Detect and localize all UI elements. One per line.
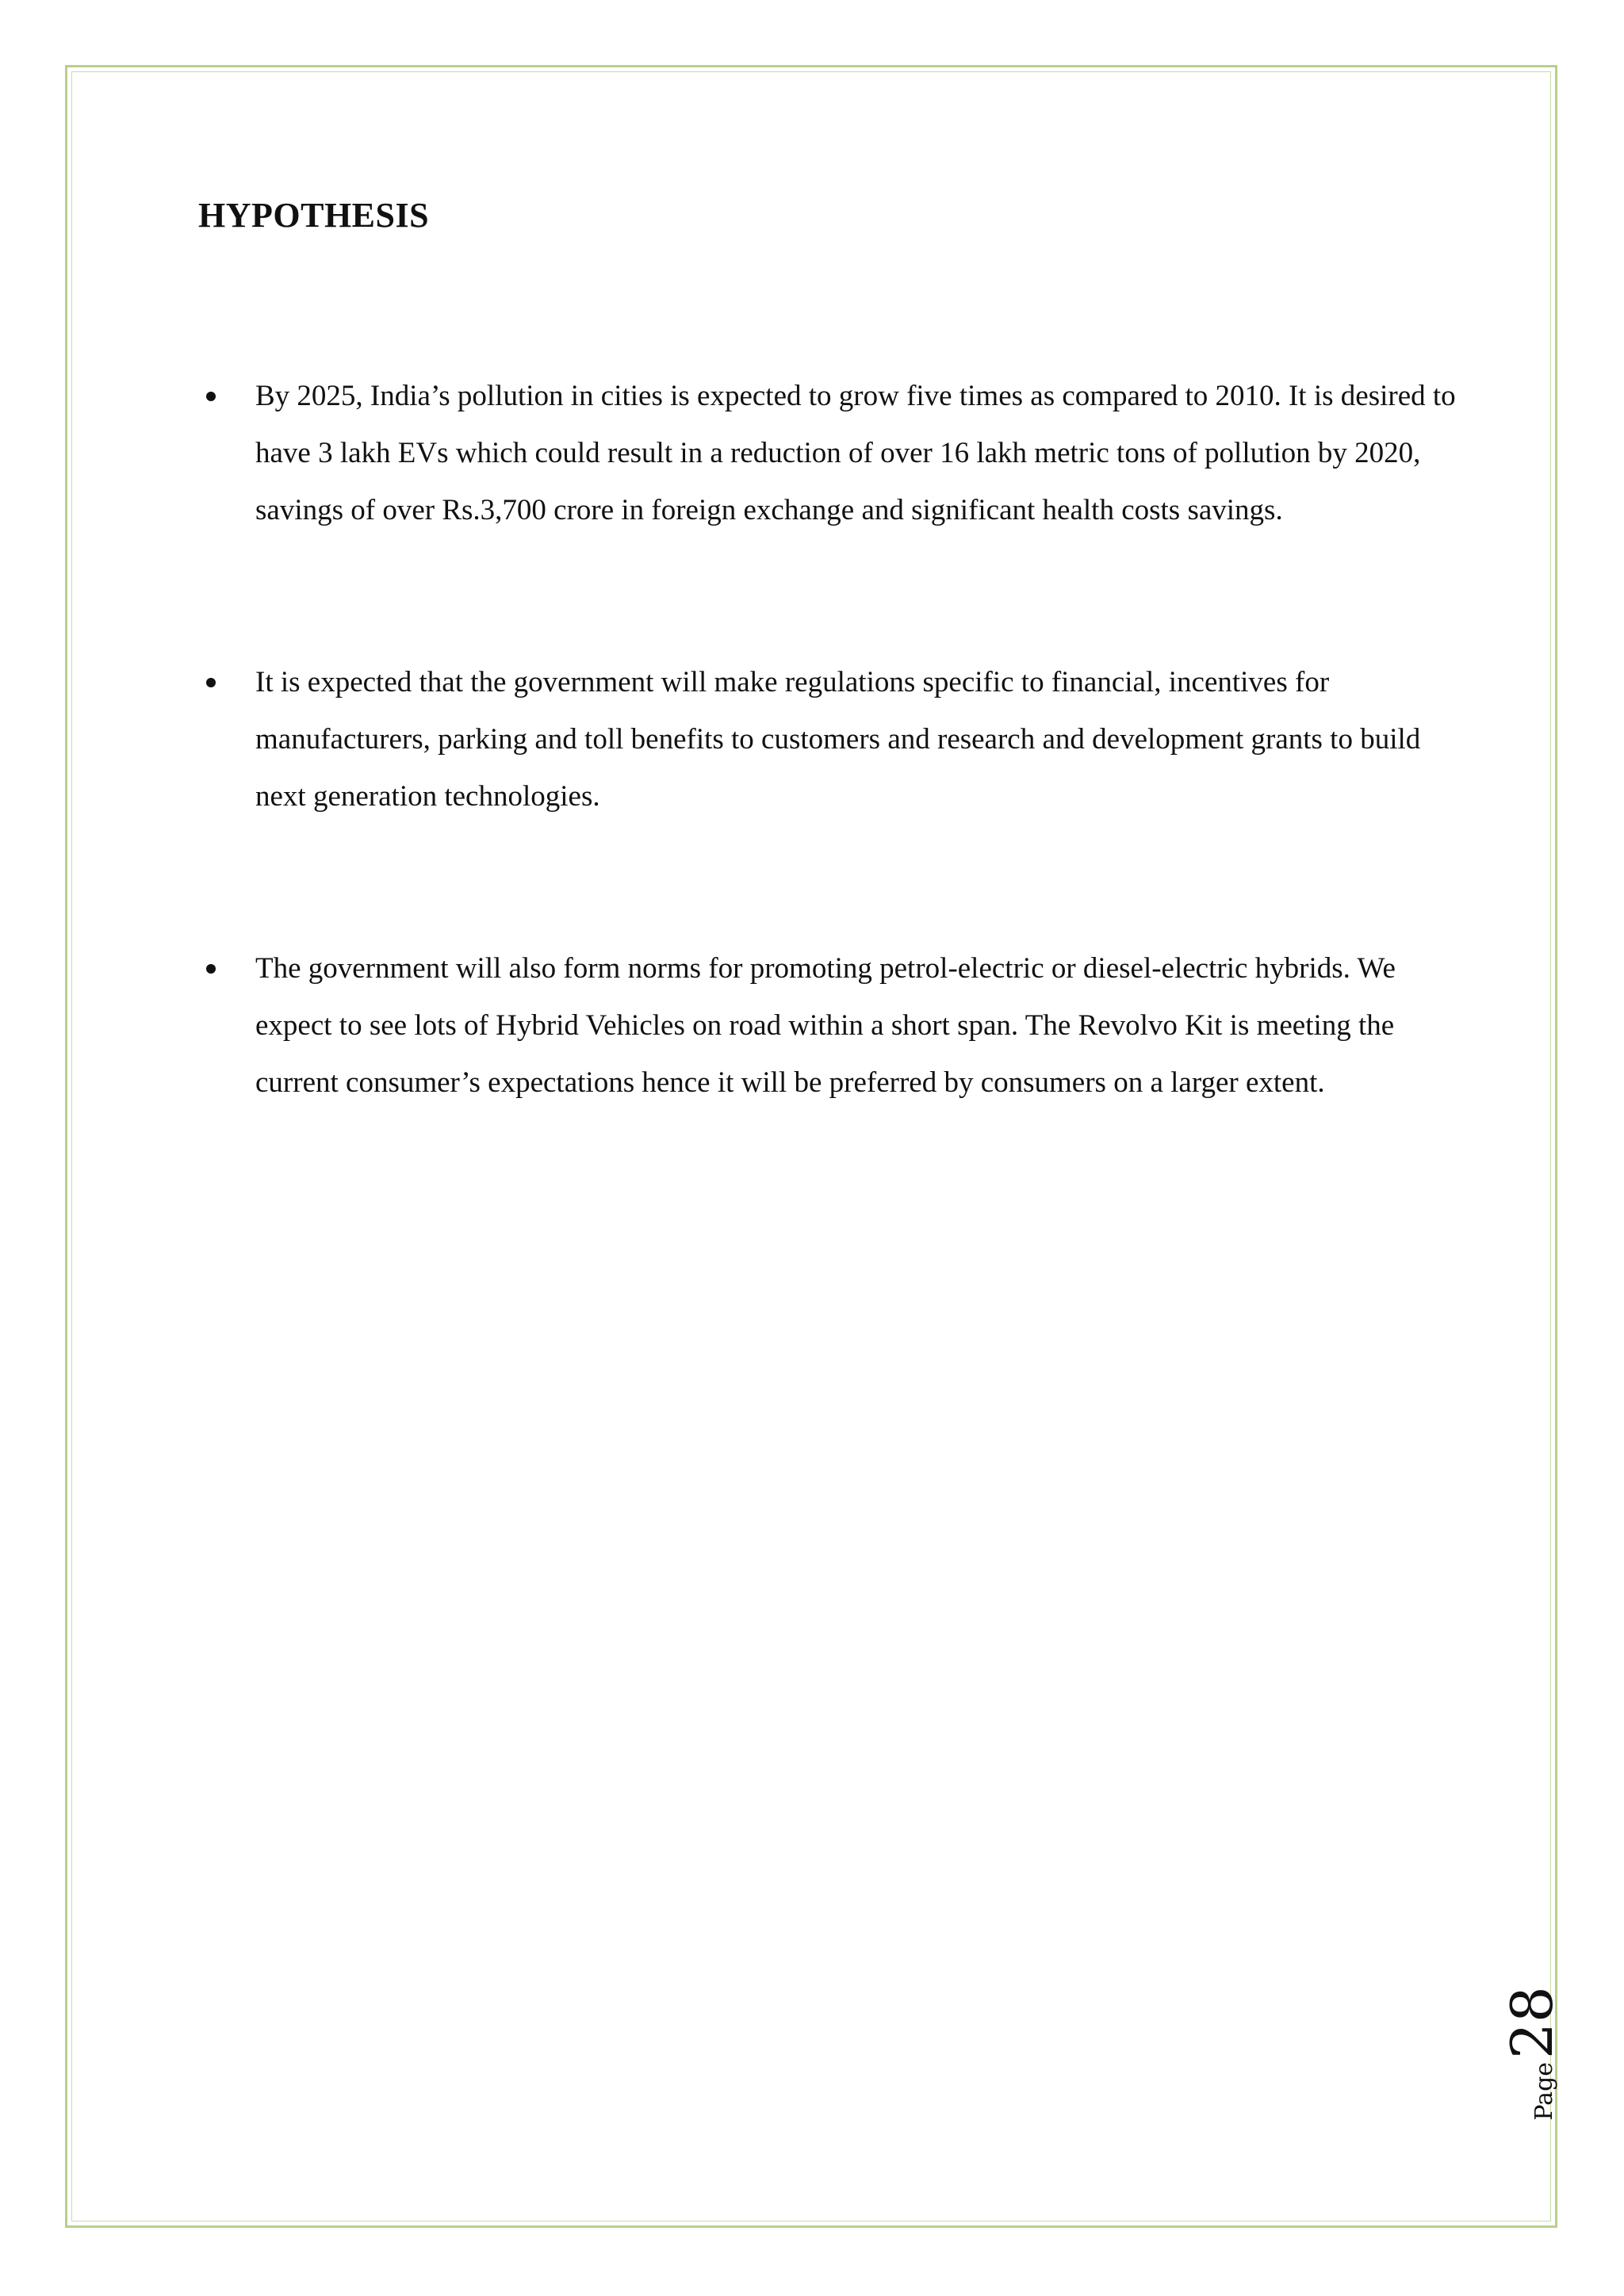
page-number <box>1500 1966 1564 2141</box>
page-heading: HYPOTHESIS <box>198 196 430 235</box>
bullet-list <box>198 368 1467 1112</box>
bullet-item-1 <box>198 368 1467 539</box>
bullet-dot-icon <box>206 678 216 687</box>
page-number-value: 28 <box>1499 1986 1565 2059</box>
bullet-text: The government will also form norms for promoting petrol-electric or diesel-electric hybrids. We expect to see lots of Hybrid Vehicles on road within a short span. The Revolvo Kit is meeting the current consumer’s expectations hence it will be preferred by consumers on a larger extent. <box>255 952 1396 1099</box>
bullet-dot-icon <box>206 964 216 974</box>
bullet-text: It is expected that the government will make regulations specific to financial, incentives for manufacturers, parking and toll benefits to customers and research and development grants to build next generation technologies. <box>255 666 1421 813</box>
bullet-item-3 <box>198 940 1467 1112</box>
page-word: Page <box>1530 2061 1558 2121</box>
bullet-text: By 2025, India’s pollution in cities is expected to grow five times as compared to 2010. It is desired to have 3 lakh EVs which could result in a reduction of over 16 lakh metric tons of pollution by 2020, savings of over Rs.3,700 crore in foreign exchange and significant health costs savings. <box>255 380 1456 526</box>
bullet-dot-icon <box>206 392 216 401</box>
bullet-item-2 <box>198 654 1467 825</box>
